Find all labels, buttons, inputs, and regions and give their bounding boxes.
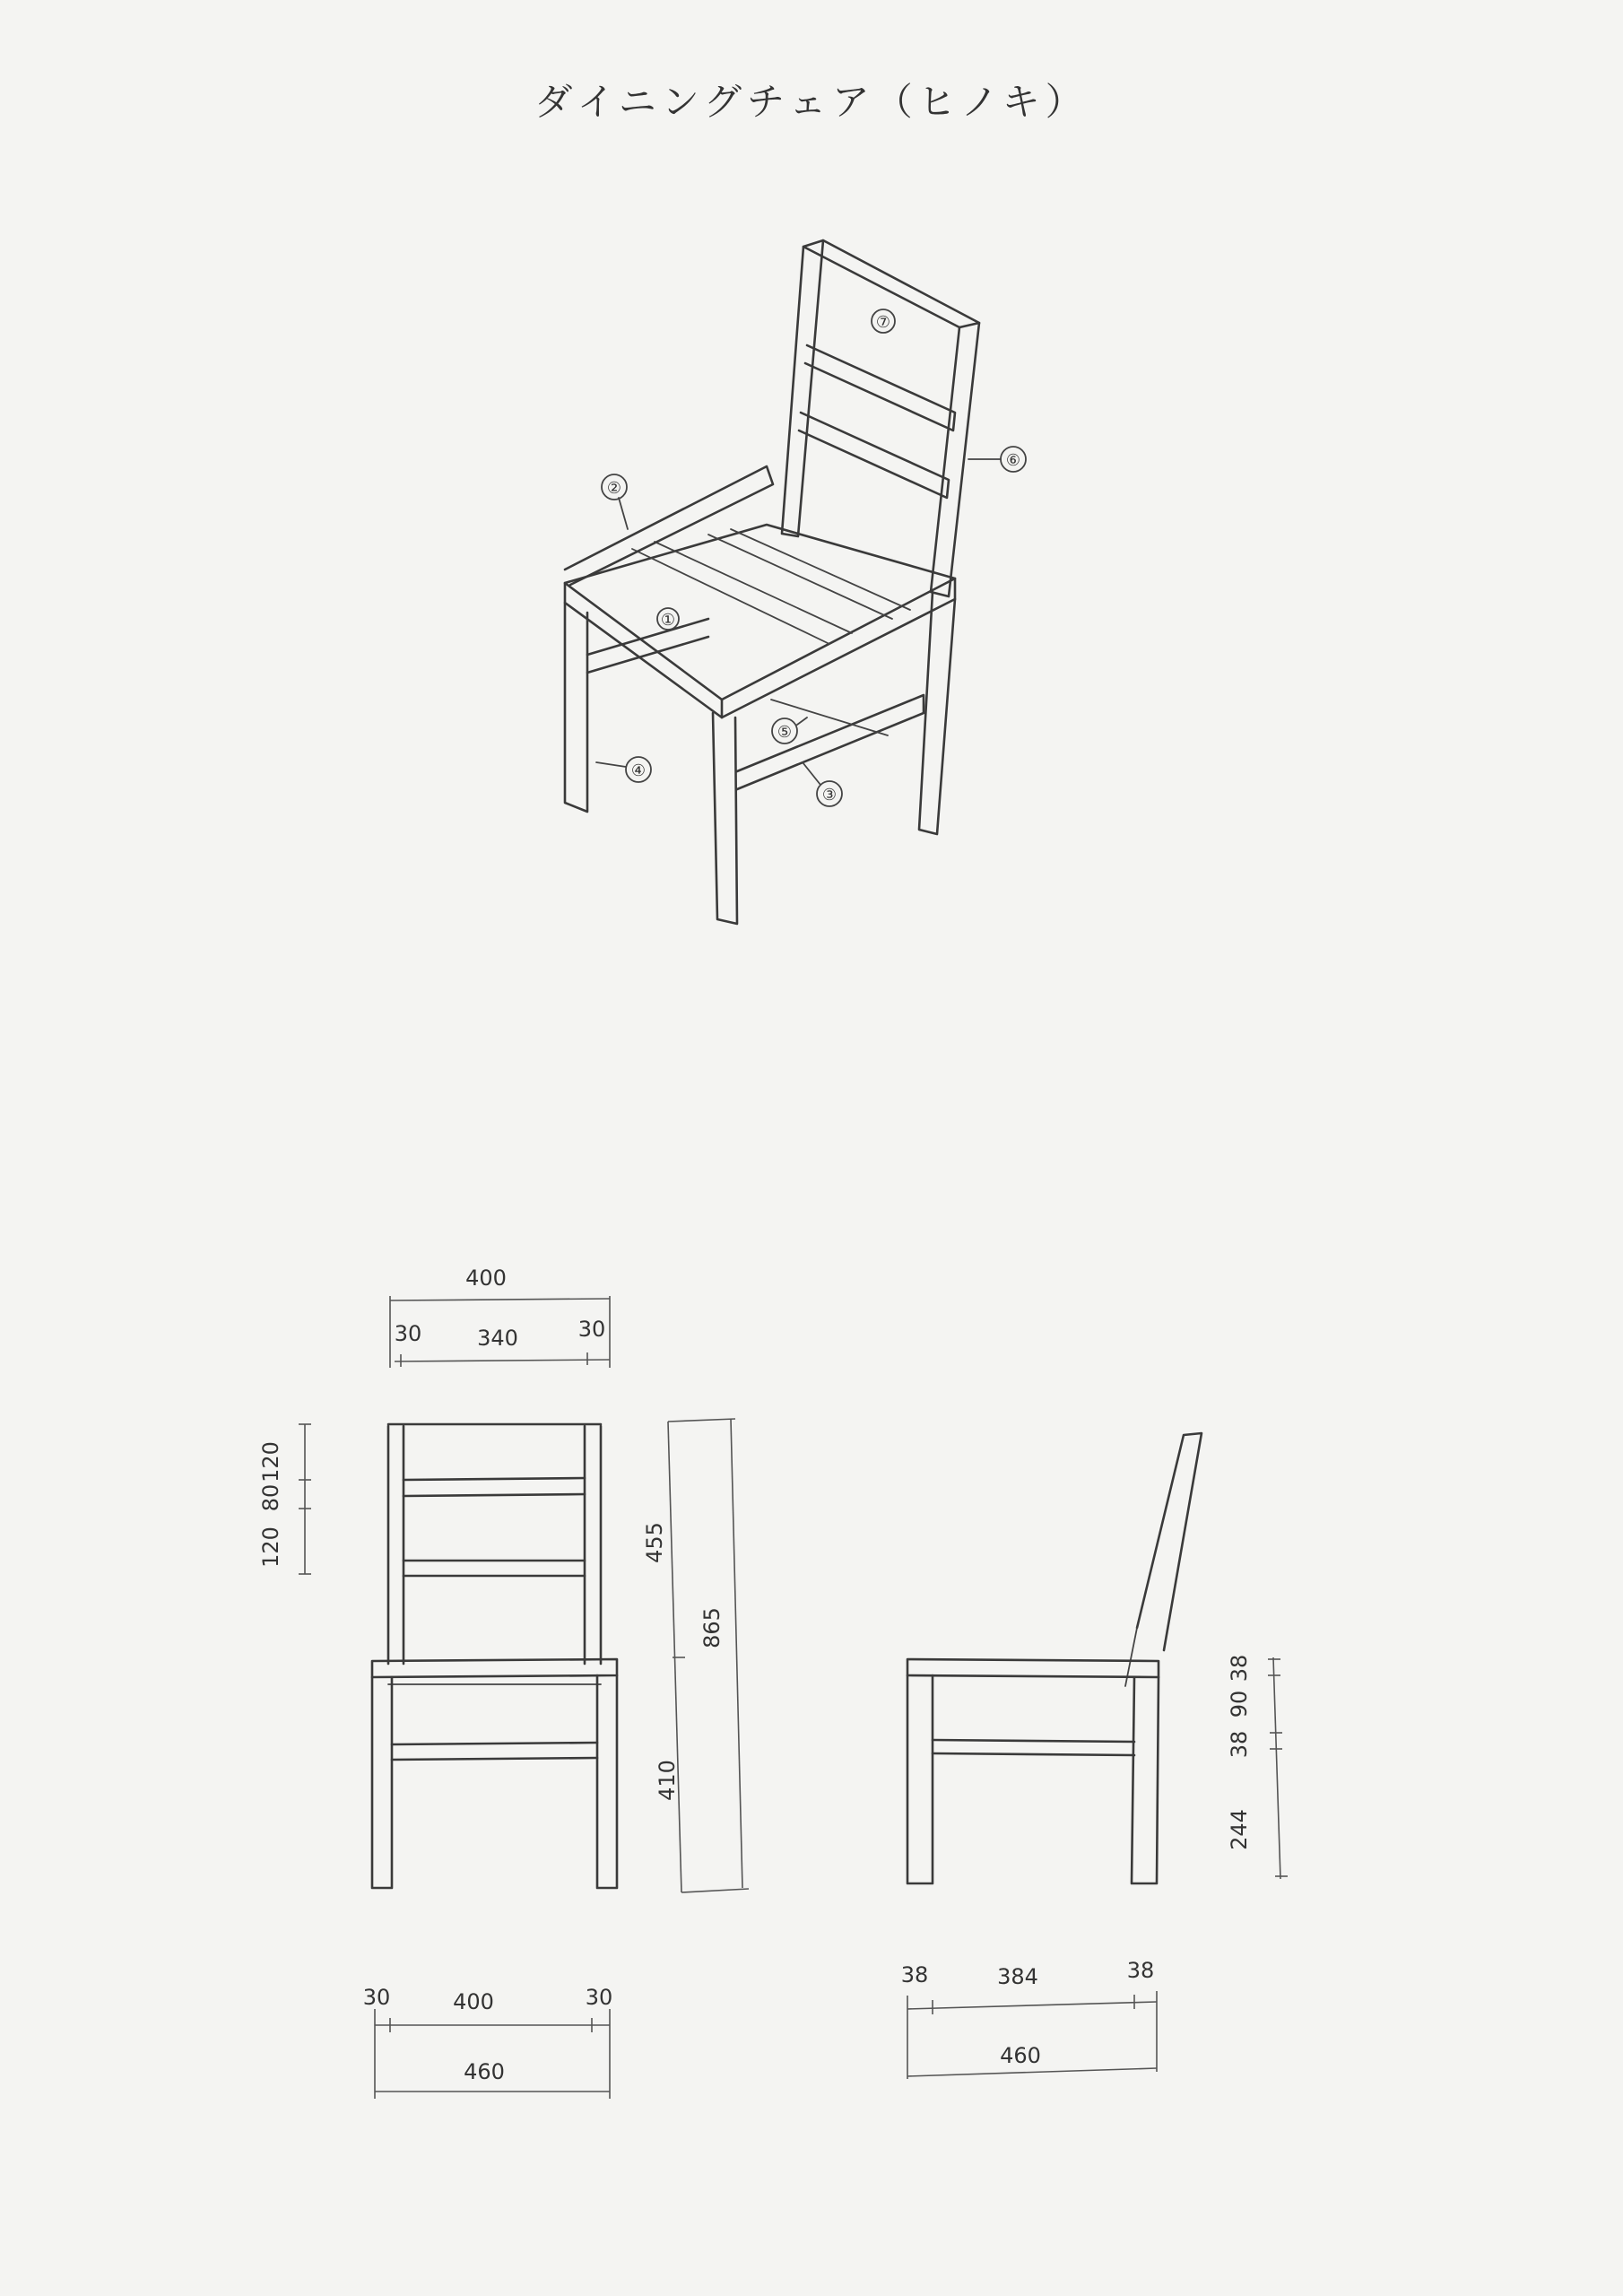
svg-text:④: ④: [630, 761, 647, 780]
back-slat-upper: [805, 345, 955, 430]
svg-text:②: ②: [606, 479, 622, 498]
back-post-left: [782, 240, 823, 536]
part-callout-7: [872, 309, 895, 333]
svg-text:⑦: ⑦: [875, 313, 891, 332]
part-callout-6: [968, 447, 1026, 472]
svg-text:120: 120: [258, 1441, 283, 1483]
part-callout-5: [772, 718, 807, 744]
part-callout-3: [803, 762, 842, 806]
svg-text:400: 400: [465, 1265, 507, 1291]
svg-text:30: 30: [362, 1985, 391, 2010]
svg-text:460: 460: [464, 2059, 505, 2084]
svg-text:③: ③: [821, 786, 838, 804]
top-dimension: [390, 1265, 610, 1368]
svg-text:⑤: ⑤: [777, 723, 793, 742]
svg-text:400: 400: [453, 1989, 494, 2014]
part-callout-1: [657, 608, 679, 630]
svg-text:30: 30: [585, 1985, 613, 2010]
side-height-dimension: [1227, 1655, 1288, 1879]
front-left-leg: [565, 603, 587, 812]
back-top: [803, 240, 979, 327]
svg-text:455: 455: [642, 1522, 667, 1563]
svg-text:38: 38: [1227, 1730, 1252, 1759]
svg-text:384: 384: [997, 1964, 1038, 1989]
bottom-side-dimension: [901, 1958, 1157, 2079]
part-callout-4: [596, 757, 651, 782]
svg-text:340: 340: [477, 1326, 518, 1351]
svg-text:30: 30: [577, 1317, 606, 1342]
svg-text:①: ①: [660, 611, 676, 630]
svg-text:90: 90: [1227, 1690, 1252, 1718]
bottom-front-dimension: [363, 1985, 613, 2099]
svg-text:410: 410: [655, 1760, 680, 1801]
svg-text:38: 38: [900, 1962, 929, 1987]
svg-text:80: 80: [258, 1483, 283, 1512]
part-callout-2: [602, 474, 628, 529]
front-stretcher: [737, 695, 924, 789]
svg-text:⑥: ⑥: [1005, 451, 1021, 470]
svg-text:244: 244: [1227, 1809, 1252, 1850]
seat-top: [565, 525, 955, 700]
svg-text:38: 38: [1227, 1654, 1252, 1683]
svg-text:38: 38: [1126, 1958, 1155, 1983]
back-height-dimension: [258, 1424, 311, 1574]
svg-text:460: 460: [1000, 2043, 1041, 2068]
back-slat-lower: [799, 413, 949, 498]
front-right-leg: [713, 713, 737, 924]
front-view: [372, 1424, 617, 1888]
svg-text:865: 865: [699, 1607, 725, 1648]
svg-text:120: 120: [258, 1526, 283, 1568]
side-view: [907, 1433, 1202, 1883]
height-dimension: [642, 1419, 749, 1892]
drawing-title: ダイニングチェア（ヒノキ）: [534, 80, 1089, 124]
perspective-chair: [565, 240, 1026, 924]
svg-text:30: 30: [394, 1321, 422, 1346]
